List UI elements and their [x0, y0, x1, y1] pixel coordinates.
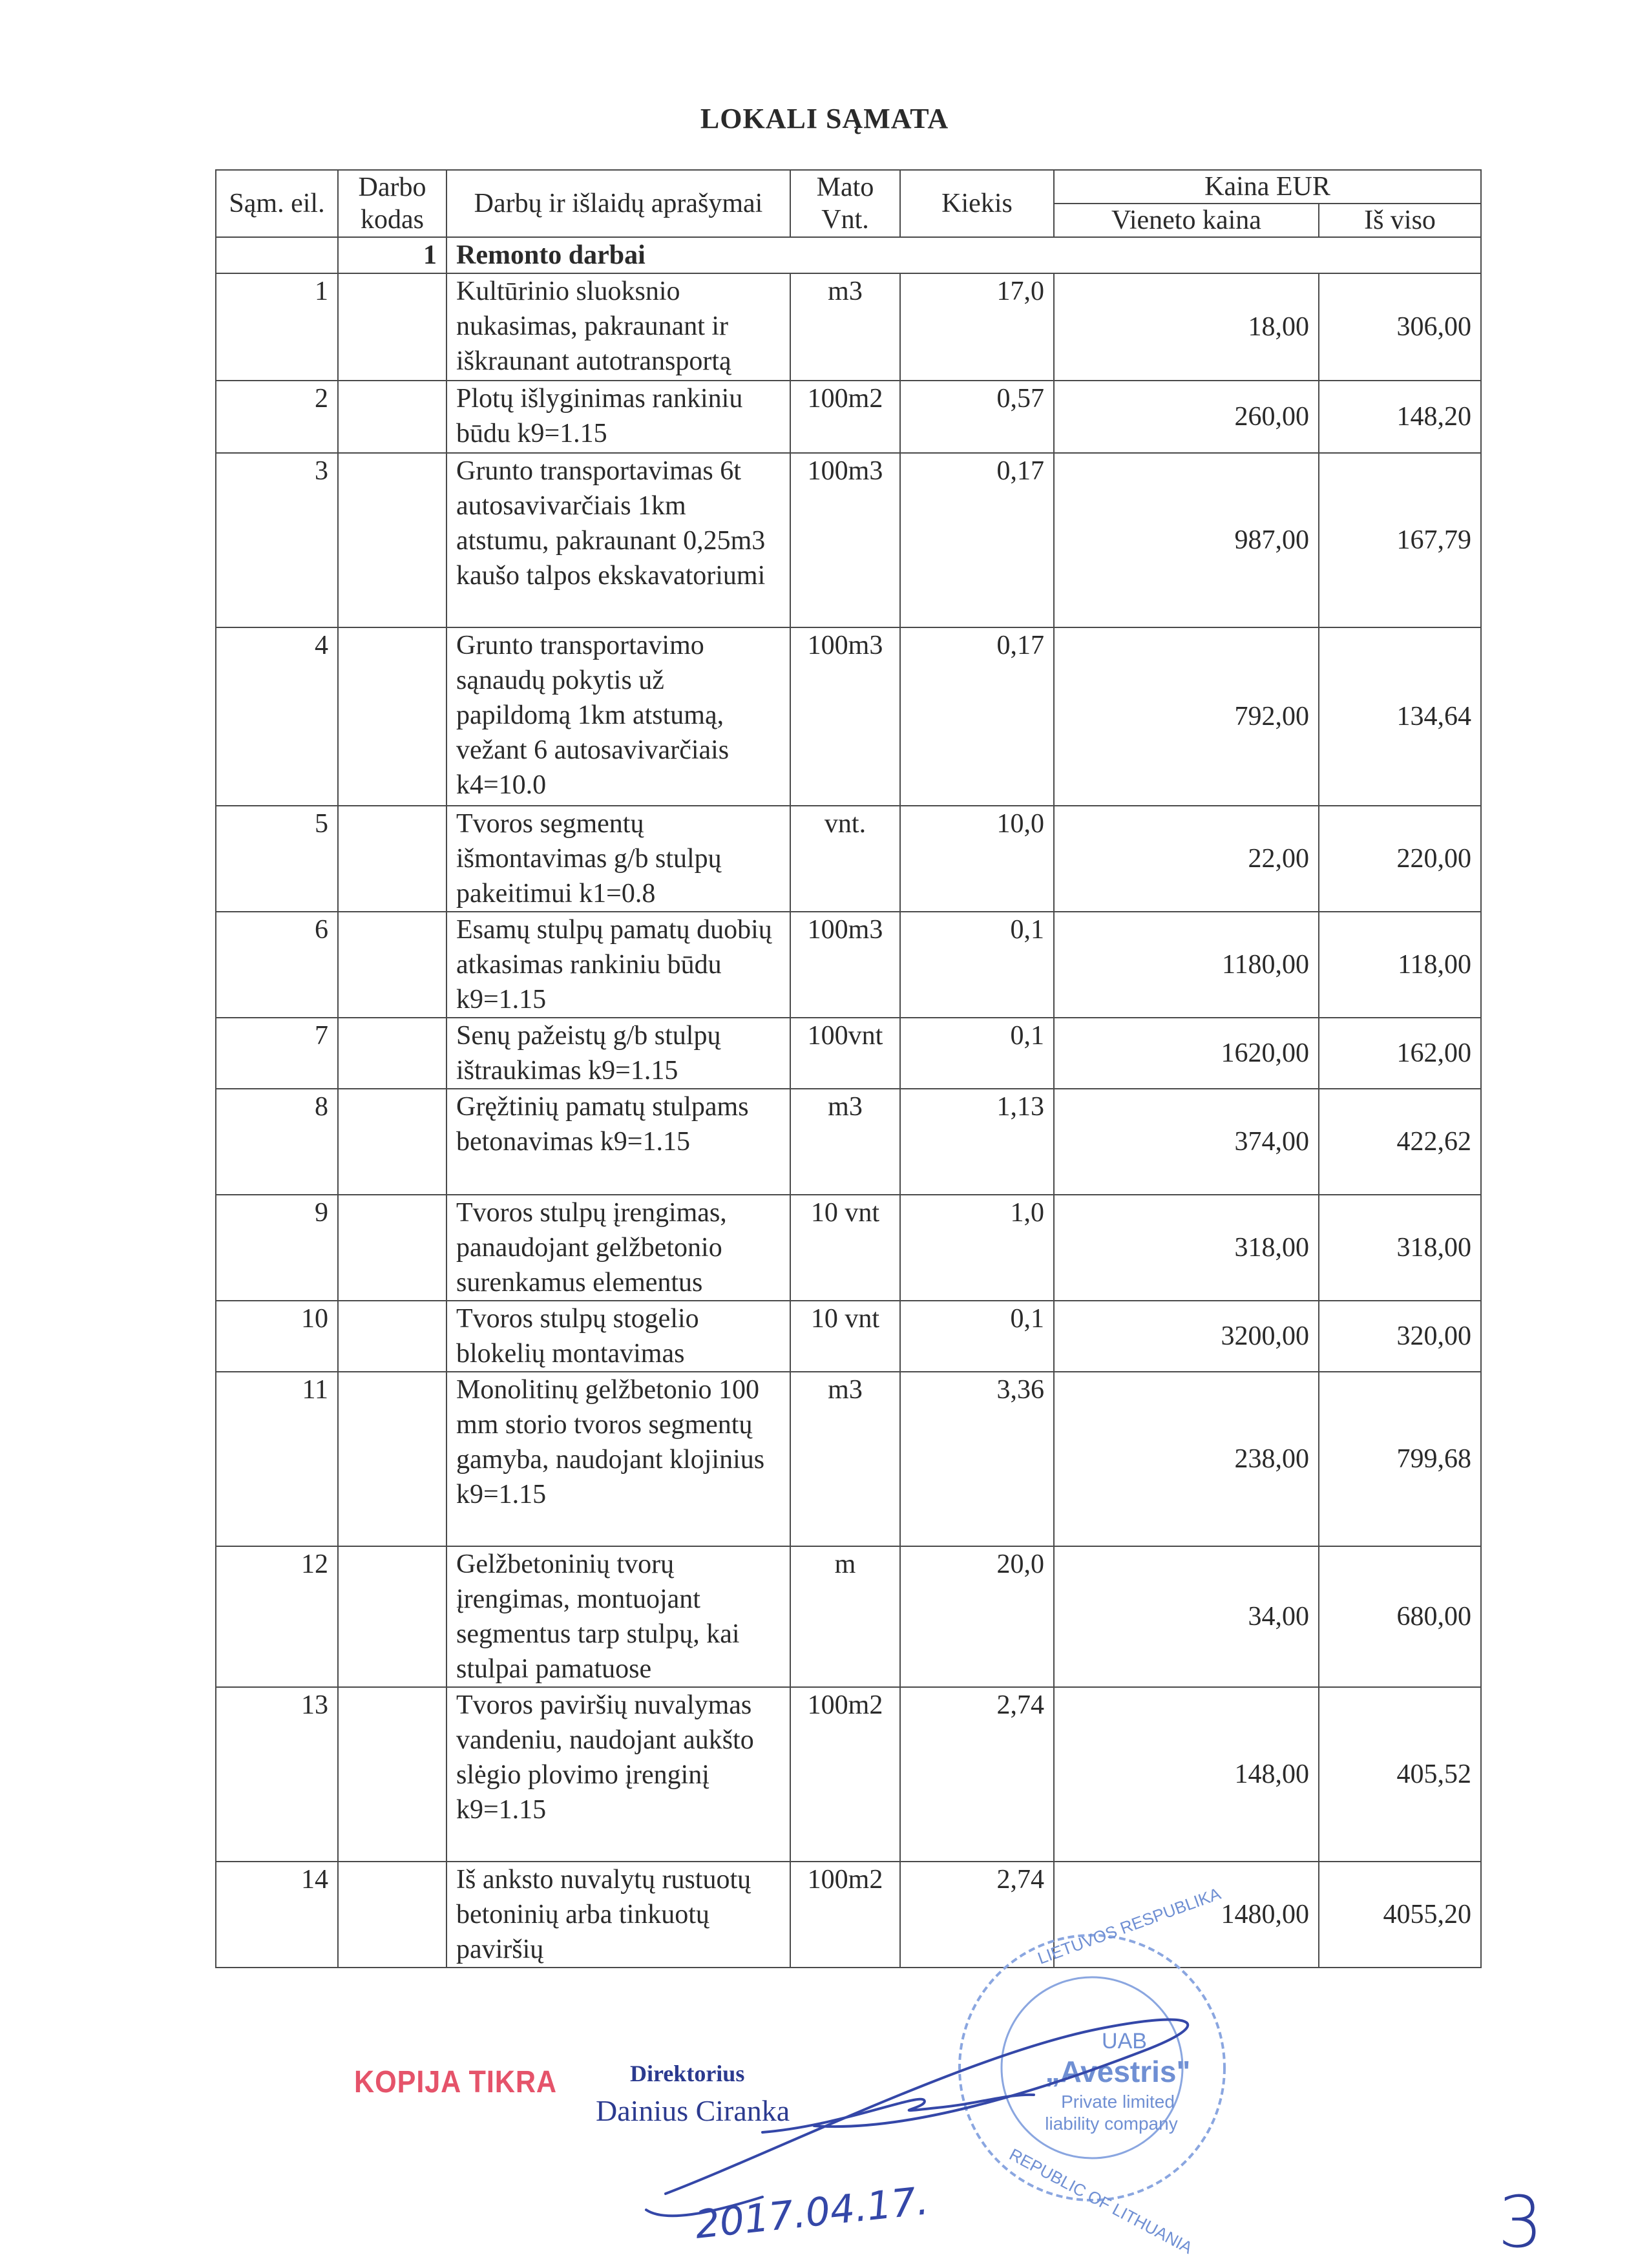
- quantity-cell: 17,0: [900, 273, 1054, 381]
- quantity-cell: 1,13: [900, 1089, 1054, 1195]
- document-title: LOKALI SĄMATA: [700, 103, 949, 134]
- unit-cell: 100m2: [790, 1687, 900, 1862]
- quantity-cell: 0,17: [900, 627, 1054, 806]
- row-number-cell: 11: [216, 1372, 338, 1546]
- row-number-cell: 8: [216, 1089, 338, 1195]
- description-cell: Gręžtinių pamatų stulpams betonavimas k9=1.15: [446, 1089, 790, 1195]
- unit-price-cell: 34,00: [1054, 1546, 1319, 1687]
- unit-cell: m3: [790, 1089, 900, 1195]
- unit-price-cell: 148,00: [1054, 1687, 1319, 1862]
- header-description: Darbų ir išlaidų aprašymai: [446, 170, 790, 237]
- unit-cell: m: [790, 1546, 900, 1687]
- unit-cell: 100m2: [790, 1862, 900, 1968]
- description-cell: Senų pažeistų g/b stulpų ištraukimas k9=1.15: [446, 1018, 790, 1089]
- unit-cell: 100m3: [790, 627, 900, 806]
- description-cell: Plotų išlyginimas rankiniu būdu k9=1.15: [446, 381, 790, 453]
- quantity-cell: 3,36: [900, 1372, 1054, 1546]
- description-cell: Gelžbetoninių tvorų įrengimas, montuojant segmentus tarp stulpų, kai stulpai pamatuose: [446, 1546, 790, 1687]
- row-number-cell: 12: [216, 1546, 338, 1687]
- unit-cell: 100m3: [790, 453, 900, 627]
- row-number-cell: 9: [216, 1195, 338, 1301]
- total-cell: 167,79: [1319, 453, 1481, 627]
- description-cell: Monolitinų gelžbetonio 100 mm storio tvoros segmentų gamyba, naudojant klojinius k9=1.15: [446, 1372, 790, 1546]
- description-cell: Kultūrinio sluoksnio nukasimas, pakraunant ir iškraunant autotransportą: [446, 273, 790, 381]
- row-number-cell: 13: [216, 1687, 338, 1862]
- description-cell: Tvoros stulpų stogelio blokelių montavimas: [446, 1301, 790, 1372]
- quantity-cell: 0,17: [900, 453, 1054, 627]
- quantity-cell: 0,1: [900, 1301, 1054, 1372]
- section-number: 1: [338, 237, 446, 273]
- quantity-cell: 20,0: [900, 1546, 1054, 1687]
- total-cell: 680,00: [1319, 1546, 1481, 1687]
- unit-price-cell: 987,00: [1054, 453, 1319, 627]
- unit-price-cell: 318,00: [1054, 1195, 1319, 1301]
- seal-ring-bottom: REPUBLIC OF LITHUANIA: [1006, 2144, 1196, 2258]
- description-cell: Iš anksto nuvalytų rustuotų betoninių arba tinkuotų paviršių: [446, 1862, 790, 1968]
- total-cell: 118,00: [1319, 912, 1481, 1018]
- header-quantity: Kiekis: [900, 170, 1054, 237]
- unit-cell: 100m2: [790, 381, 900, 453]
- row-number-cell: 7: [216, 1018, 338, 1089]
- section-name: Remonto darbai: [446, 237, 1481, 273]
- unit-price-cell: 1180,00: [1054, 912, 1319, 1018]
- row-number-cell: 14: [216, 1862, 338, 1968]
- total-cell: 422,62: [1319, 1089, 1481, 1195]
- unit-price-cell: 374,00: [1054, 1089, 1319, 1195]
- unit-price-cell: 1620,00: [1054, 1018, 1319, 1089]
- header-unit-price: Vieneto kaina: [1054, 204, 1319, 237]
- row-number-cell: 3: [216, 453, 338, 627]
- quantity-cell: 0,1: [900, 912, 1054, 1018]
- unit-price-cell: 260,00: [1054, 381, 1319, 453]
- description-cell: Grunto transportavimas 6t autosavivarčiais 1km atstumu, pakraunant 0,25m3 kaušo talpos ekskavatoriumi: [446, 453, 790, 627]
- description-cell: Tvoros stulpų įrengimas, panaudojant gelžbetonio surenkamus elementus: [446, 1195, 790, 1301]
- handwritten-date: 2017.04.17.: [693, 2178, 931, 2248]
- row-number-cell: 2: [216, 381, 338, 453]
- page-number: 3: [1498, 2181, 1543, 2263]
- seal-line1: Private limited: [1061, 2092, 1175, 2112]
- unit-cell: 100vnt: [790, 1018, 900, 1089]
- quantity-cell: 10,0: [900, 806, 1054, 912]
- quantity-cell: 1,0: [900, 1195, 1054, 1301]
- total-cell: 799,68: [1319, 1372, 1481, 1546]
- unit-cell: m3: [790, 1372, 900, 1546]
- director-name: Dainius Ciranka: [596, 2094, 790, 2127]
- description-cell: Tvoros segmentų išmontavimas g/b stulpų pakeitimui k1=0.8: [446, 806, 790, 912]
- quantity-cell: 2,74: [900, 1687, 1054, 1862]
- seal-ring-top: LIETUVOS RESPUBLIKA: [1035, 1884, 1224, 1968]
- quantity-cell: 0,57: [900, 381, 1054, 453]
- header-unit: Mato Vnt.: [790, 170, 900, 237]
- total-cell: 162,00: [1319, 1018, 1481, 1089]
- seal-company: UAB: [1102, 2029, 1147, 2053]
- row-number-cell: 4: [216, 627, 338, 806]
- row-number-cell: 1: [216, 273, 338, 381]
- total-cell: 320,00: [1319, 1301, 1481, 1372]
- total-cell: 4055,20: [1319, 1862, 1481, 1968]
- seal-name: „Avestris": [1045, 2055, 1191, 2088]
- seal-line2: liability company: [1045, 2114, 1178, 2134]
- row-number-cell: 6: [216, 912, 338, 1018]
- total-cell: 134,64: [1319, 627, 1481, 806]
- header-total: Iš viso: [1319, 204, 1481, 237]
- director-title: Direktorius: [630, 2061, 745, 2086]
- total-cell: 220,00: [1319, 806, 1481, 912]
- description-cell: Tvoros paviršių nuvalymas vandeniu, naudojant aukšto slėgio plovimo įrenginį k9=1.15: [446, 1687, 790, 1862]
- total-cell: 306,00: [1319, 273, 1481, 381]
- unit-cell: 100m3: [790, 912, 900, 1018]
- unit-cell: 10 vnt: [790, 1195, 900, 1301]
- description-cell: Esamų stulpų pamatų duobių atkasimas rankiniu būdu k9=1.15: [446, 912, 790, 1018]
- unit-price-cell: 1480,00: [1054, 1862, 1319, 1968]
- unit-cell: m3: [790, 273, 900, 381]
- unit-price-cell: 3200,00: [1054, 1301, 1319, 1372]
- total-cell: 318,00: [1319, 1195, 1481, 1301]
- description-cell: Grunto transportavimo sąnaudų pokytis už papildomą 1km atstumą, vežant 6 autosavivarčiais k4=10.0: [446, 627, 790, 806]
- row-number-cell: 10: [216, 1301, 338, 1372]
- unit-cell: 10 vnt: [790, 1301, 900, 1372]
- unit-price-cell: 792,00: [1054, 627, 1319, 806]
- quantity-cell: 0,1: [900, 1018, 1054, 1089]
- header-number: Sąm. eil.: [216, 170, 338, 237]
- row-number-cell: 5: [216, 806, 338, 912]
- total-cell: 405,52: [1319, 1687, 1481, 1862]
- unit-cell: vnt.: [790, 806, 900, 912]
- header-work-code: Darbo kodas: [338, 170, 446, 237]
- quantity-cell: 2,74: [900, 1862, 1054, 1968]
- unit-price-cell: 18,00: [1054, 273, 1319, 381]
- header-price-group: Kaina EUR: [1054, 170, 1481, 204]
- unit-price-cell: 22,00: [1054, 806, 1319, 912]
- copy-certified-stamp: KOPIJA TIKRA: [354, 2065, 558, 2099]
- unit-price-cell: 238,00: [1054, 1372, 1319, 1546]
- total-cell: 148,20: [1319, 381, 1481, 453]
